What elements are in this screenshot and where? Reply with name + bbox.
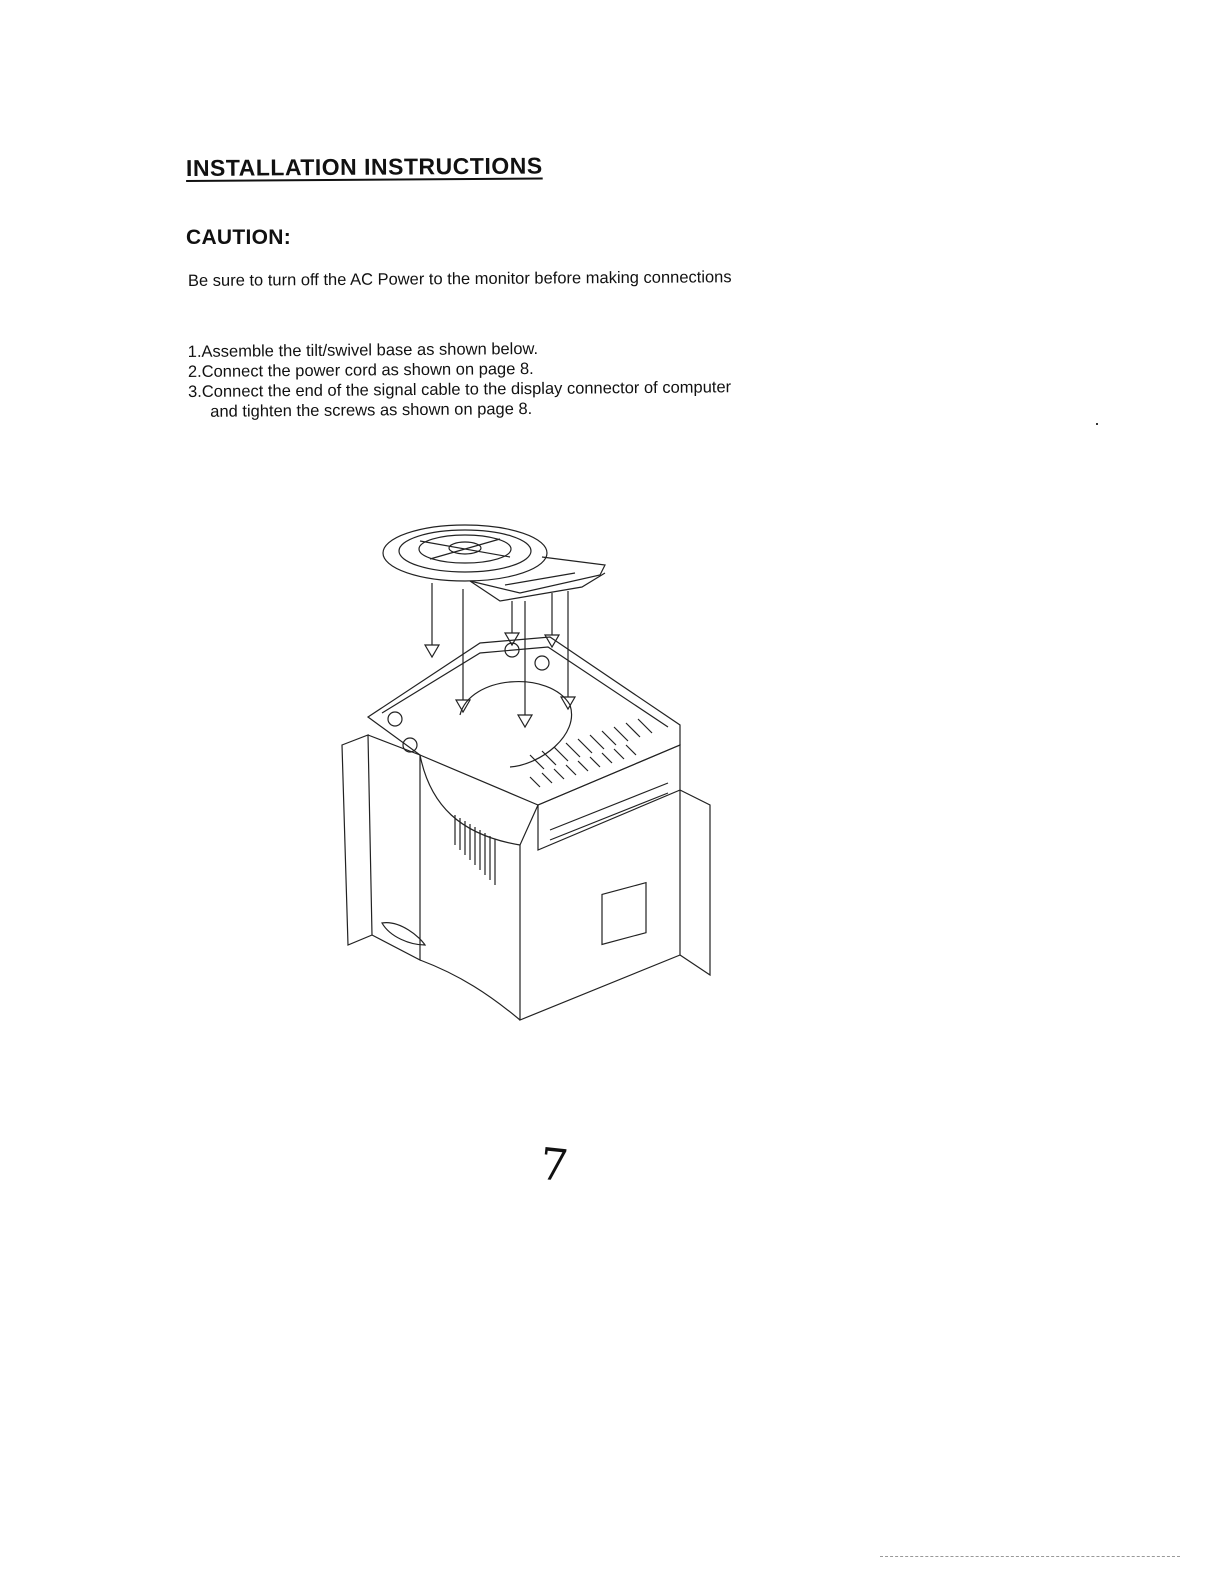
swivel-base-drawing [383,525,605,601]
scan-edge-line [880,1556,1180,1557]
assembly-arrows [425,583,575,727]
step-3: 3.Connect the end of the signal cable to the display connector of computer [188,378,732,401]
instruction-steps [188,337,732,422]
page-title: INSTALLATION INSTRUCTIONS [185,152,543,181]
base-assembly-illustration [320,505,740,1045]
step-3-continuation: and tighten the screws as shown on page 8. [210,399,533,421]
caution-text: Be sure to turn off the AC Power to the monitor before making connections [187,268,732,290]
page-number: 7 [537,1138,571,1193]
caution-heading: CAUTION: [186,226,292,249]
step-2: 2.Connect the power cord as shown on page 8. [187,359,534,382]
monitor-drawing [342,637,710,1020]
step-1: 1.Assemble the tilt/swivel base as shown below. [187,339,539,362]
scan-speck [1096,423,1098,425]
